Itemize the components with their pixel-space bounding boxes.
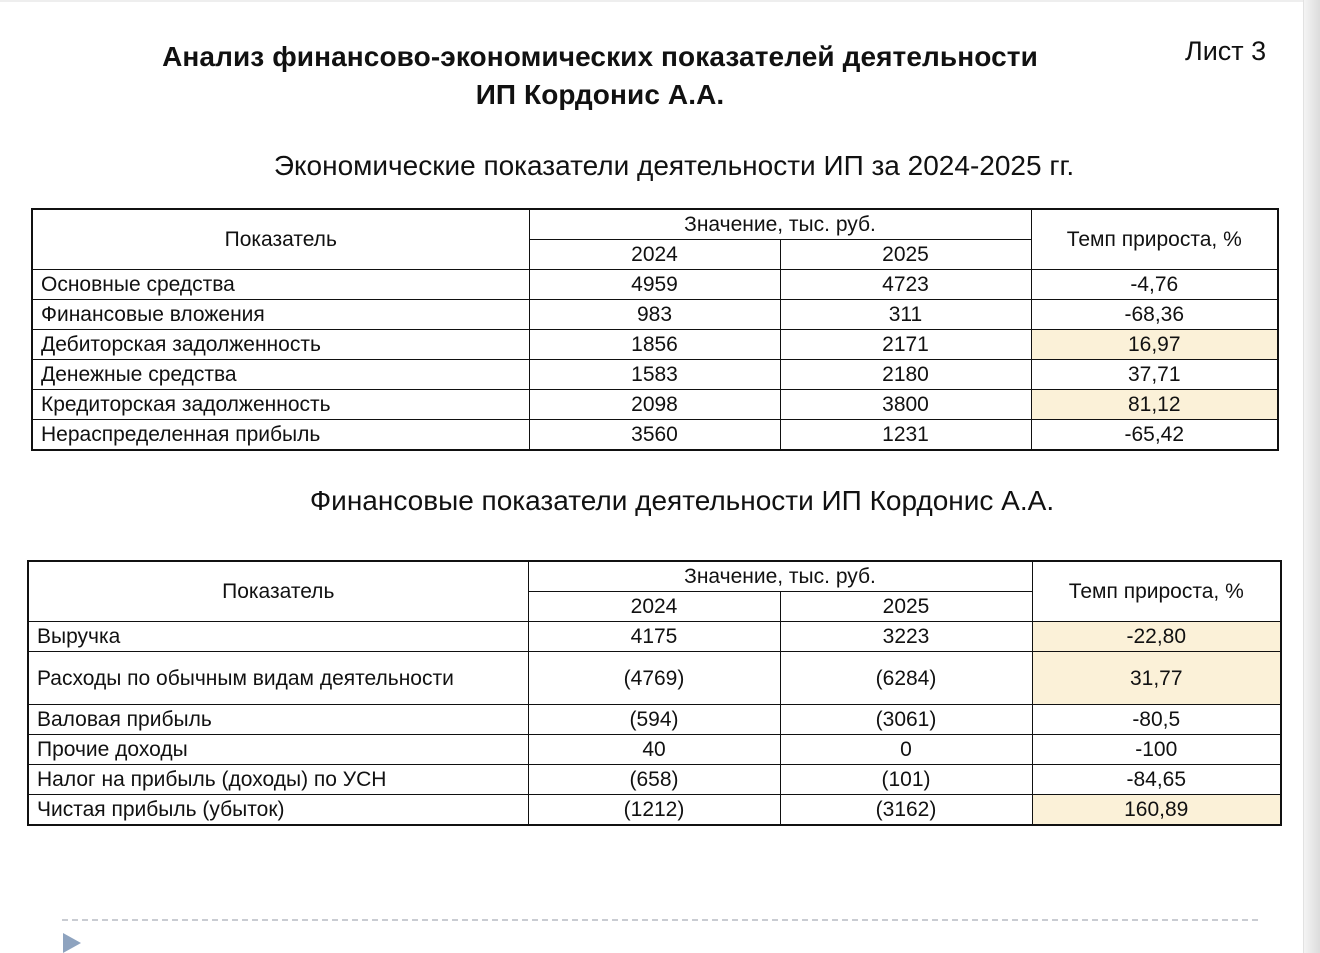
- row-name: Денежные средства: [32, 360, 529, 390]
- table-row: [32, 420, 1278, 451]
- table-row: [28, 652, 1281, 705]
- cell-2024: (594): [528, 705, 780, 735]
- cell-2024: (658): [528, 765, 780, 795]
- cell-2025: 1231: [780, 420, 1031, 451]
- table-row: [28, 622, 1281, 652]
- header-growth: Темп прироста, %: [1031, 209, 1278, 270]
- cell-2024: 1583: [529, 360, 780, 390]
- cell-2024: 4959: [529, 270, 780, 300]
- table-row: [28, 735, 1281, 765]
- cell-growth: 37,71: [1031, 360, 1278, 390]
- cell-2025: (3061): [780, 705, 1032, 735]
- table-row: [32, 300, 1278, 330]
- header-year-2024: 2024: [529, 240, 780, 270]
- cell-2024: 2098: [529, 390, 780, 420]
- cell-2024: 40: [528, 735, 780, 765]
- table-row: [28, 765, 1281, 795]
- play-arrow-icon[interactable]: [63, 933, 81, 953]
- header-year-2025: 2025: [780, 240, 1031, 270]
- header-year-2025: 2025: [780, 592, 1032, 622]
- cell-growth: -84,65: [1032, 765, 1281, 795]
- cell-2024: 983: [529, 300, 780, 330]
- table-row: [28, 705, 1281, 735]
- cell-2025: (101): [780, 765, 1032, 795]
- cell-2024: 1856: [529, 330, 780, 360]
- cell-2025: 2171: [780, 330, 1031, 360]
- cell-growth: 31,77: [1032, 652, 1281, 705]
- cell-2024: 3560: [529, 420, 780, 451]
- table-row: [28, 795, 1281, 826]
- cell-2024: 4175: [528, 622, 780, 652]
- page-title-line-2: ИП Кордонис А.А.: [475, 79, 725, 110]
- financial-indicators-table: [27, 560, 1282, 826]
- row-name: Кредиторская задолженность: [32, 390, 529, 420]
- cell-2024: (1212): [528, 795, 780, 826]
- table-row: [32, 390, 1278, 420]
- cell-2025: (6284): [780, 652, 1032, 705]
- row-name: Прочие доходы: [28, 735, 528, 765]
- page-top-edge: [0, 0, 1304, 2]
- page-right-edge: [1303, 0, 1320, 953]
- page-title: [100, 38, 1100, 114]
- cell-growth: -22,80: [1032, 622, 1281, 652]
- table-row: [32, 270, 1278, 300]
- row-name: Финансовые вложения: [32, 300, 529, 330]
- financial-table-title: Финансовые показатели деятельности ИП Кордонис А.А.: [309, 485, 1055, 516]
- table-row: [32, 360, 1278, 390]
- cell-2024: (4769): [528, 652, 780, 705]
- cell-growth: -100: [1032, 735, 1281, 765]
- row-name: Расходы по обычным видам деятельности: [28, 652, 528, 705]
- cell-growth: 16,97: [1031, 330, 1278, 360]
- header-indicator: Показатель: [32, 209, 529, 270]
- cell-2025: 2180: [780, 360, 1031, 390]
- cell-growth: -65,42: [1031, 420, 1278, 451]
- economic-table-title: Экономические показатели деятельности ИП за 2024-2025 гг.: [273, 150, 1075, 181]
- page-title-line-1: Анализ финансово-экономических показателей деятельности: [162, 41, 1038, 72]
- cell-growth: 160,89: [1032, 795, 1281, 826]
- row-name: Выручка: [28, 622, 528, 652]
- table-row: [32, 330, 1278, 360]
- row-name: Чистая прибыль (убыток): [28, 795, 528, 826]
- row-name: Нераспределенная прибыль: [32, 420, 529, 451]
- cell-growth: -4,76: [1031, 270, 1278, 300]
- cell-growth: -80,5: [1032, 705, 1281, 735]
- cell-growth: 81,12: [1031, 390, 1278, 420]
- cell-2025: (3162): [780, 795, 1032, 826]
- header-value: Значение, тыс. руб.: [528, 561, 1032, 592]
- cell-2025: 4723: [780, 270, 1031, 300]
- cell-2025: 311: [780, 300, 1031, 330]
- economic-indicators-table: [31, 208, 1279, 451]
- header-indicator: Показатель: [28, 561, 528, 622]
- header-year-2024: 2024: [528, 592, 780, 622]
- header-value: Значение, тыс. руб.: [529, 209, 1031, 240]
- cell-2025: 3800: [780, 390, 1031, 420]
- page-divider: [62, 919, 1258, 921]
- row-name: Валовая прибыль: [28, 705, 528, 735]
- row-name: Основные средства: [32, 270, 529, 300]
- row-name: Налог на прибыль (доходы) по УСН: [28, 765, 528, 795]
- row-name: Дебиторская задолженность: [32, 330, 529, 360]
- cell-2025: 0: [780, 735, 1032, 765]
- sheet-number: Лист 3: [1185, 36, 1267, 66]
- cell-growth: -68,36: [1031, 300, 1278, 330]
- header-growth: Темп прироста, %: [1032, 561, 1281, 622]
- cell-2025: 3223: [780, 622, 1032, 652]
